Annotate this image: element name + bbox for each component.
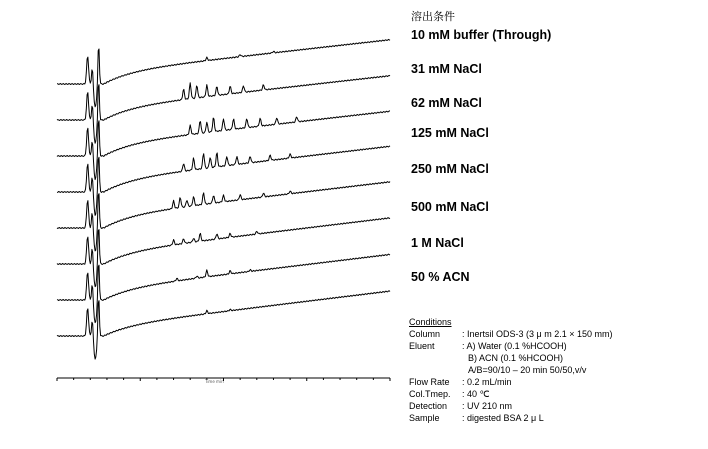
- condition-value: : Inertsil ODS-3 (3 μ m 2.1 × 150 mm): [462, 329, 613, 339]
- chromatogram-traces: [57, 39, 390, 359]
- condition-label: Column: [409, 329, 441, 339]
- trace-4: [57, 182, 390, 251]
- condition-value: : digested BSA 2 μ L: [462, 413, 544, 423]
- legend-entry-2: 31 mM NaCl: [411, 62, 482, 76]
- condition-value: : UV 210 nm: [462, 401, 513, 411]
- trace-6: [57, 111, 390, 180]
- conditions-rows: [409, 328, 612, 424]
- condition-value: A/B=90/10 – 20 min 50/50,v/v: [468, 365, 587, 375]
- trace-7: [57, 75, 390, 143]
- condition-row: [409, 400, 612, 412]
- condition-label: [409, 364, 462, 376]
- condition-value: : A) Water (0.1 %HCOOH): [462, 341, 567, 351]
- condition-row: [409, 388, 612, 400]
- condition-row: [409, 352, 612, 364]
- trace-5: [57, 146, 390, 216]
- legend-entry-1: 10 mM buffer (Through): [411, 28, 552, 42]
- legend-entry-5: 250 mM NaCl: [411, 162, 489, 176]
- x-axis-note: Time min: [205, 379, 224, 384]
- condition-value: : 0.2 mL/min: [462, 377, 512, 387]
- condition-value: : 40 ℃: [462, 389, 490, 399]
- legend-entry-6: 500 mM NaCl: [411, 200, 489, 214]
- condition-row: [409, 376, 612, 388]
- condition-label: Flow Rate: [409, 377, 450, 387]
- trace-1: [57, 291, 390, 359]
- conditions-panel: [409, 316, 612, 424]
- legend-entry-4: 125 mM NaCl: [411, 126, 489, 140]
- legend-entry-7: 1 M NaCl: [411, 236, 464, 250]
- elution-conditions-heading: 溶出条件: [411, 10, 455, 23]
- legend-entry-3: 62 mM NaCl: [411, 96, 482, 110]
- condition-label: Sample: [409, 413, 440, 423]
- condition-row: [409, 340, 612, 352]
- condition-label: Eluent: [409, 341, 435, 351]
- trace-3: [57, 218, 390, 287]
- condition-label: [409, 352, 462, 364]
- condition-row: [409, 412, 612, 424]
- condition-value: B) ACN (0.1 %HCOOH): [468, 353, 564, 363]
- condition-row: [409, 364, 612, 376]
- conditions-title: Conditions: [409, 317, 452, 327]
- condition-row: [409, 328, 612, 340]
- legend-entry-8: 50 % ACN: [411, 270, 470, 284]
- condition-label: Detection: [409, 401, 448, 411]
- trace-8: [57, 39, 390, 106]
- condition-label: Col.Tmep.: [409, 389, 451, 399]
